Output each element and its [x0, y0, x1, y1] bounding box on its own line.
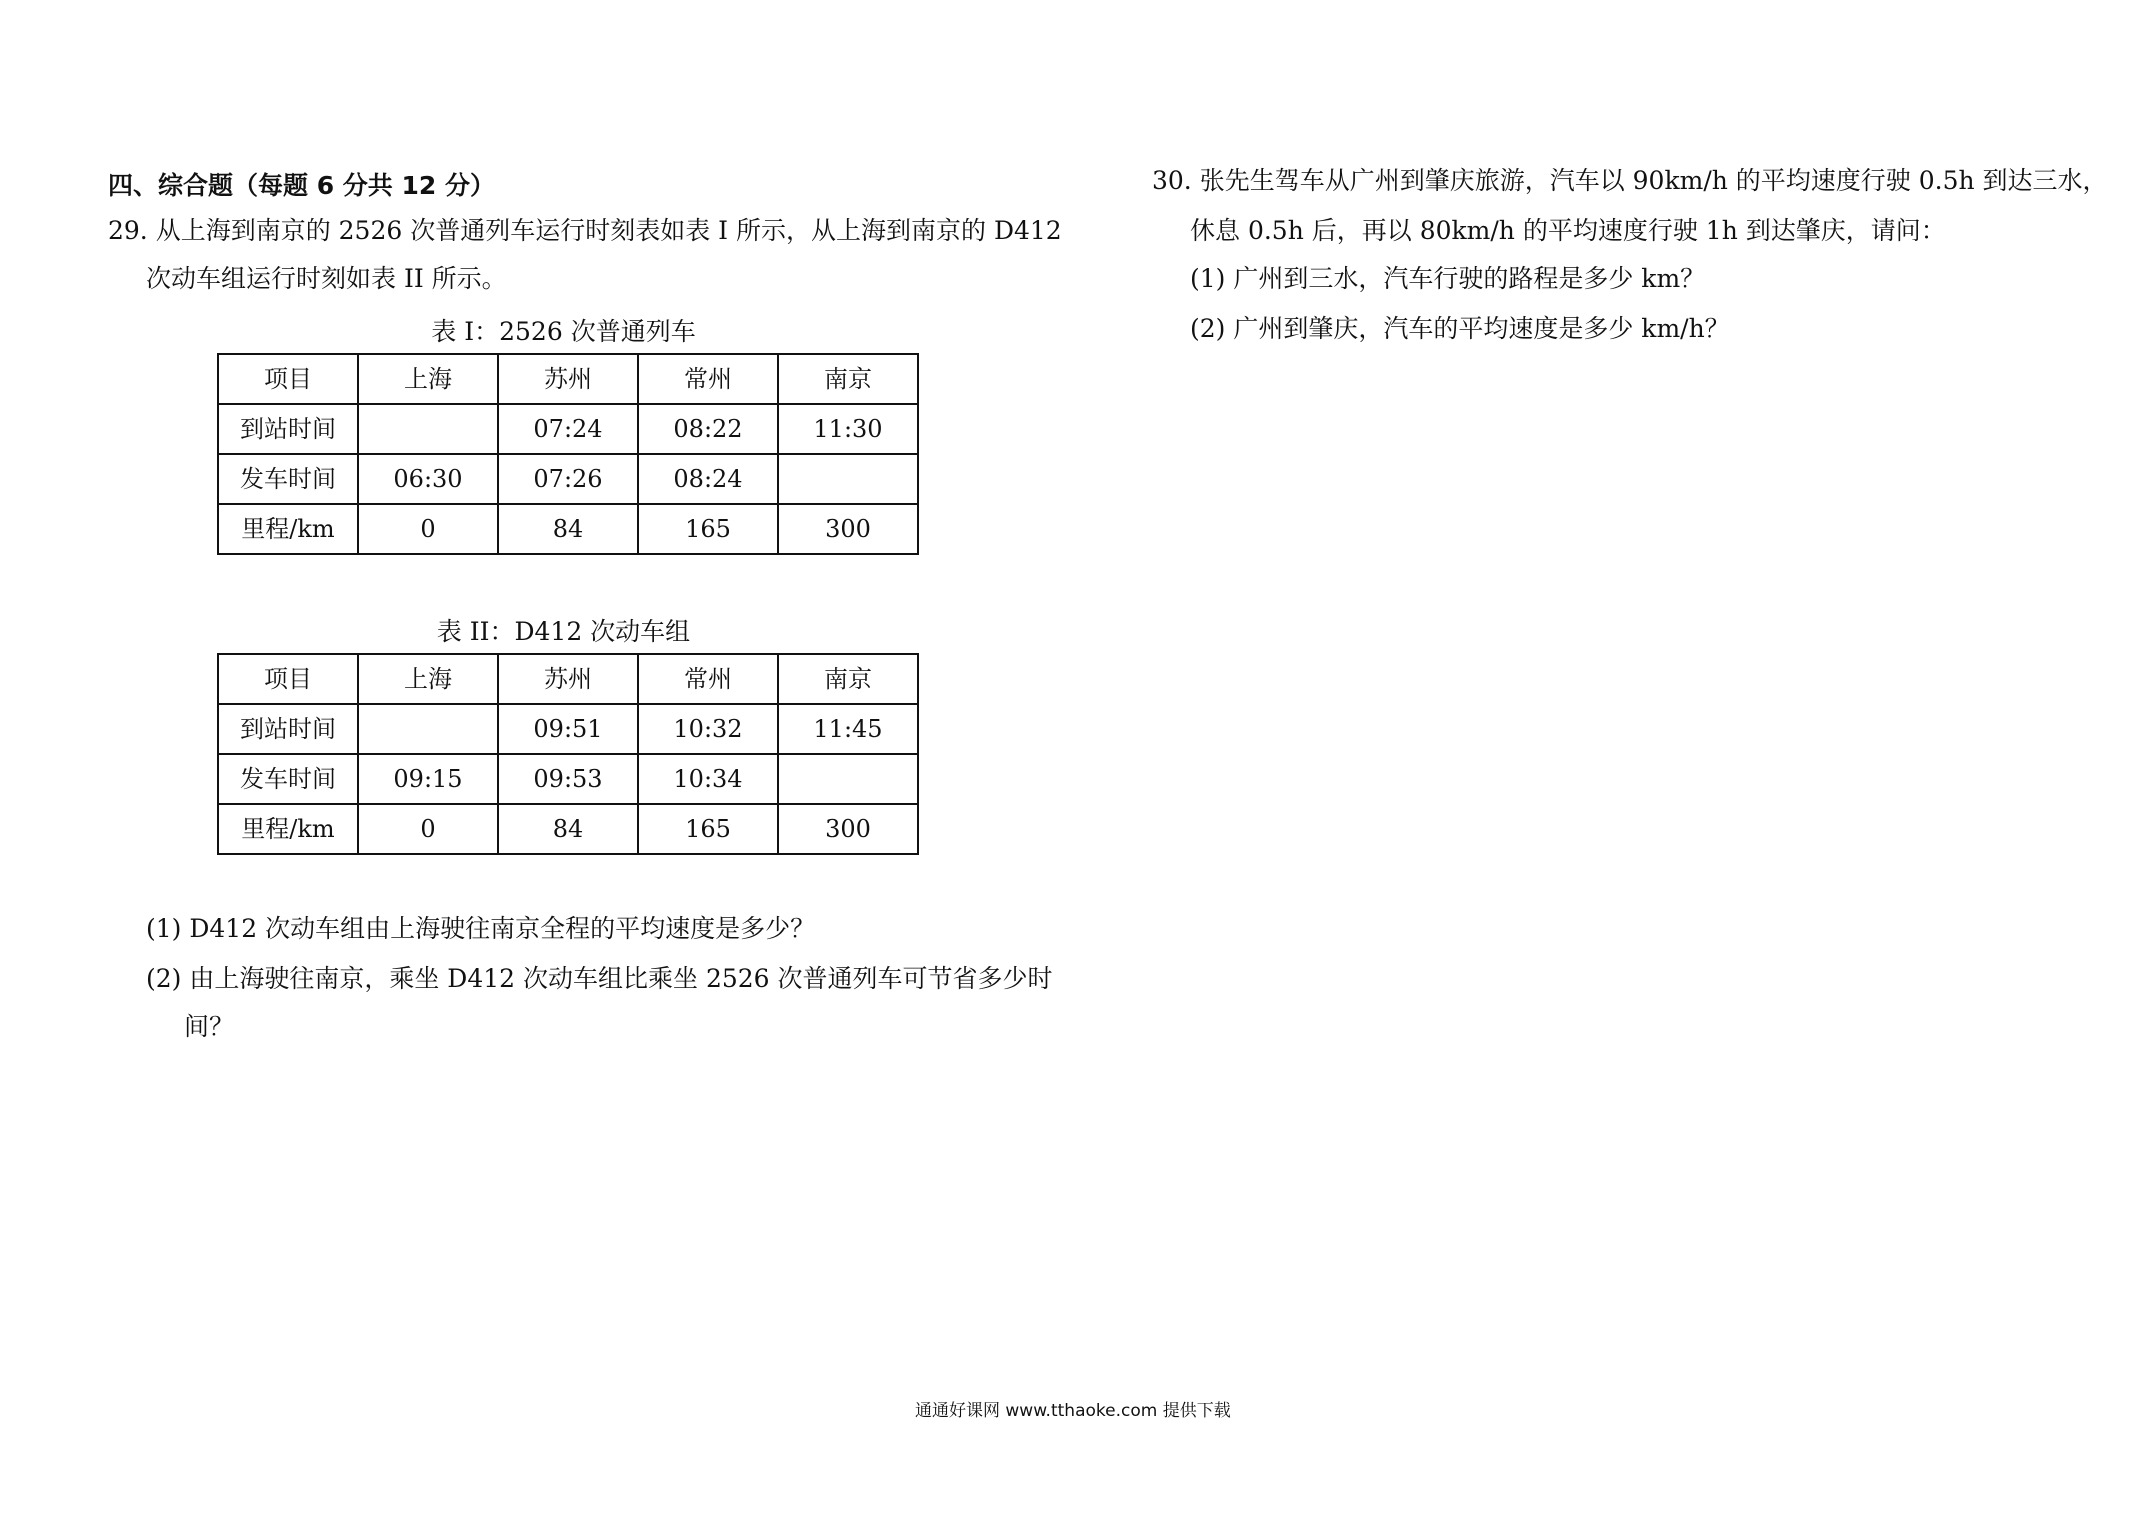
table-row — [218, 704, 918, 754]
table-cell: 06:30 — [358, 454, 498, 504]
table-cell — [358, 404, 498, 454]
q29-sub2-line2: 间？ — [184, 1012, 235, 1041]
table-cell: 苏州 — [498, 354, 638, 404]
table-cell: 09:53 — [498, 754, 638, 804]
table-cell: 南京 — [778, 354, 918, 404]
table-cell: 项目 — [218, 354, 358, 404]
table-cell: 常州 — [638, 654, 778, 704]
q29-sub2-line1: (2) 由上海驶往南京，乘坐 D412 次动车组比乘坐 2526 次普通列车可节省多少时 — [146, 964, 1053, 993]
table-cell: 项目 — [218, 654, 358, 704]
footer-credit: 通通好课网 www.tthaoke.com 提供下载 — [915, 1401, 1231, 1421]
table2-caption: 表 II：D412 次动车组 — [436, 617, 691, 646]
table-cell: 上海 — [358, 654, 498, 704]
table-cell: 苏州 — [498, 654, 638, 704]
table-cell: 07:24 — [498, 404, 638, 454]
table-row — [218, 754, 918, 804]
table-cell: 09:15 — [358, 754, 498, 804]
table-cell: 上海 — [358, 354, 498, 404]
table-cell: 发车时间 — [218, 754, 358, 804]
table-cell: 发车时间 — [218, 454, 358, 504]
timetable-2526 — [217, 353, 919, 555]
table-cell: 08:24 — [638, 454, 778, 504]
table-cell: 0 — [358, 504, 498, 554]
q30-line1: 30. 张先生驾车从广州到肇庆旅游，汽车以 90km/h 的平均速度行驶 0.5h 到达三水， — [1152, 166, 2108, 195]
table-cell: 11:45 — [778, 704, 918, 754]
table-cell: 10:32 — [638, 704, 778, 754]
table-cell: 到站时间 — [218, 404, 358, 454]
q30-sub2: (2) 广州到肇庆，汽车的平均速度是多少 km/h？ — [1190, 314, 1730, 343]
table-cell: 84 — [498, 504, 638, 554]
table-cell: 165 — [638, 804, 778, 854]
table-row — [218, 804, 918, 854]
table-row — [218, 404, 918, 454]
table-cell: 南京 — [778, 654, 918, 704]
table-cell: 里程/km — [218, 504, 358, 554]
table-cell: 里程/km — [218, 804, 358, 854]
table-cell — [778, 454, 918, 504]
q30-line2: 休息 0.5h 后，再以 80km/h 的平均速度行驶 1h 到达肇庆，请问： — [1190, 216, 1946, 245]
table-cell: 09:51 — [498, 704, 638, 754]
table-cell: 常州 — [638, 354, 778, 404]
table-cell: 84 — [498, 804, 638, 854]
table-cell: 165 — [638, 504, 778, 554]
table-row — [218, 454, 918, 504]
table-cell: 07:26 — [498, 454, 638, 504]
table-row — [218, 504, 918, 554]
table-cell: 0 — [358, 804, 498, 854]
table-cell: 300 — [778, 804, 918, 854]
table-cell: 10:34 — [638, 754, 778, 804]
table-row — [218, 354, 918, 404]
q29-line1: 29. 从上海到南京的 2526 次普通列车运行时刻表如表 I 所示，从上海到南京的 D412 — [108, 216, 1062, 245]
q29-line2: 次动车组运行时刻如表 II 所示。 — [146, 264, 507, 293]
table-cell: 到站时间 — [218, 704, 358, 754]
table-cell: 11:30 — [778, 404, 918, 454]
q29-sub1: (1) D412 次动车组由上海驶往南京全程的平均速度是多少？ — [146, 914, 816, 943]
table-cell: 300 — [778, 504, 918, 554]
timetable-d412 — [217, 653, 919, 855]
table-cell: 08:22 — [638, 404, 778, 454]
table-cell — [778, 754, 918, 804]
table-cell — [358, 704, 498, 754]
section-heading: 四、综合题（每题 6 分共 12 分） — [108, 171, 496, 200]
q30-sub1: (1) 广州到三水，汽车行驶的路程是多少 km？ — [1190, 264, 1706, 293]
table-row — [218, 654, 918, 704]
table1-caption: 表 I：2526 次普通列车 — [431, 317, 696, 346]
